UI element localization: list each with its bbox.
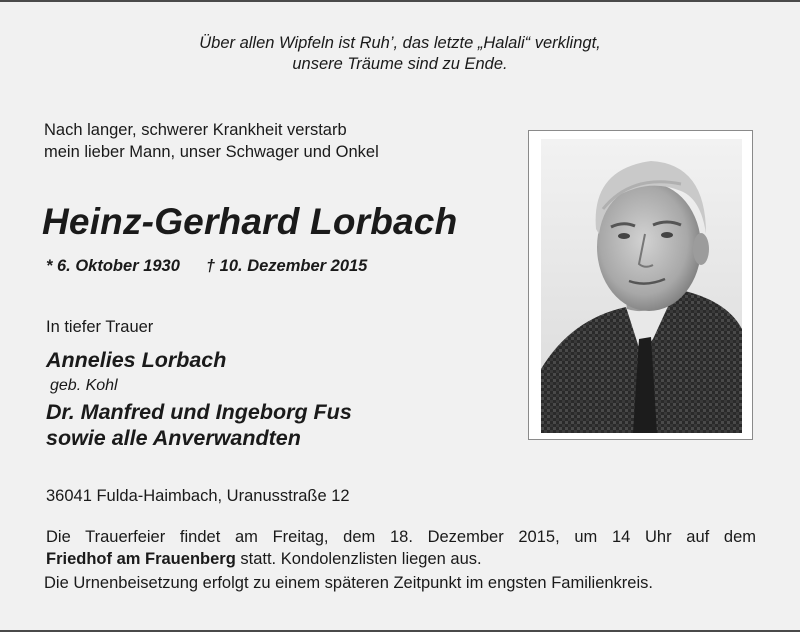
life-dates (46, 257, 367, 276)
quote-line-2: unsere Träume sind zu Ende. (292, 55, 508, 73)
intro-line-1: Nach langer, schwerer Krankheit verstarb (44, 121, 347, 139)
mourner-1-name: Annelies Lorbach (46, 348, 227, 372)
cemetery-name: Friedhof am Frauenberg (46, 550, 236, 568)
intro-text (44, 119, 379, 163)
mourner-1 (46, 347, 352, 399)
memorial-quote (0, 33, 800, 75)
birth-date: * 6. Oktober 1930 (46, 257, 180, 275)
service-line-2-rest: statt. Kondolenzlisten liegen aus. (235, 550, 482, 568)
urn-burial-info: Die Urnenbeisetzung erfolgt zu einem späteren Zeitpunkt im engsten Familienkreis. (44, 574, 653, 592)
mourning-label: In tiefer Trauer (46, 318, 154, 336)
address: 36041 Fulda-Haimbach, Uranusstraße 12 (46, 487, 350, 505)
service-line-2 (46, 548, 756, 570)
mourners-list (46, 347, 352, 451)
intro-line-2: mein lieber Mann, unser Schwager und Onkel (44, 143, 379, 161)
mourner-2: Dr. Manfred und Ingeborg Fus (46, 400, 352, 424)
service-line-1: Die Trauerfeier findet am Freitag, dem 18. Dezember 2015, um 14 Uhr auf dem (46, 528, 756, 546)
deceased-name: Heinz-Gerhard Lorbach (42, 201, 458, 242)
death-date: † 10. Dezember 2015 (205, 257, 368, 275)
quote-line-1: Über allen Wipfeln ist Ruh’, das letzte „Halali“ verklingt, (199, 34, 601, 52)
mourner-1-nee: geb. Kohl (50, 377, 118, 394)
top-border (0, 0, 800, 2)
mourner-3: sowie alle Anverwandten (46, 426, 301, 450)
funeral-service-info (46, 526, 756, 570)
portrait-image (541, 139, 742, 433)
portrait-photo (528, 130, 753, 440)
